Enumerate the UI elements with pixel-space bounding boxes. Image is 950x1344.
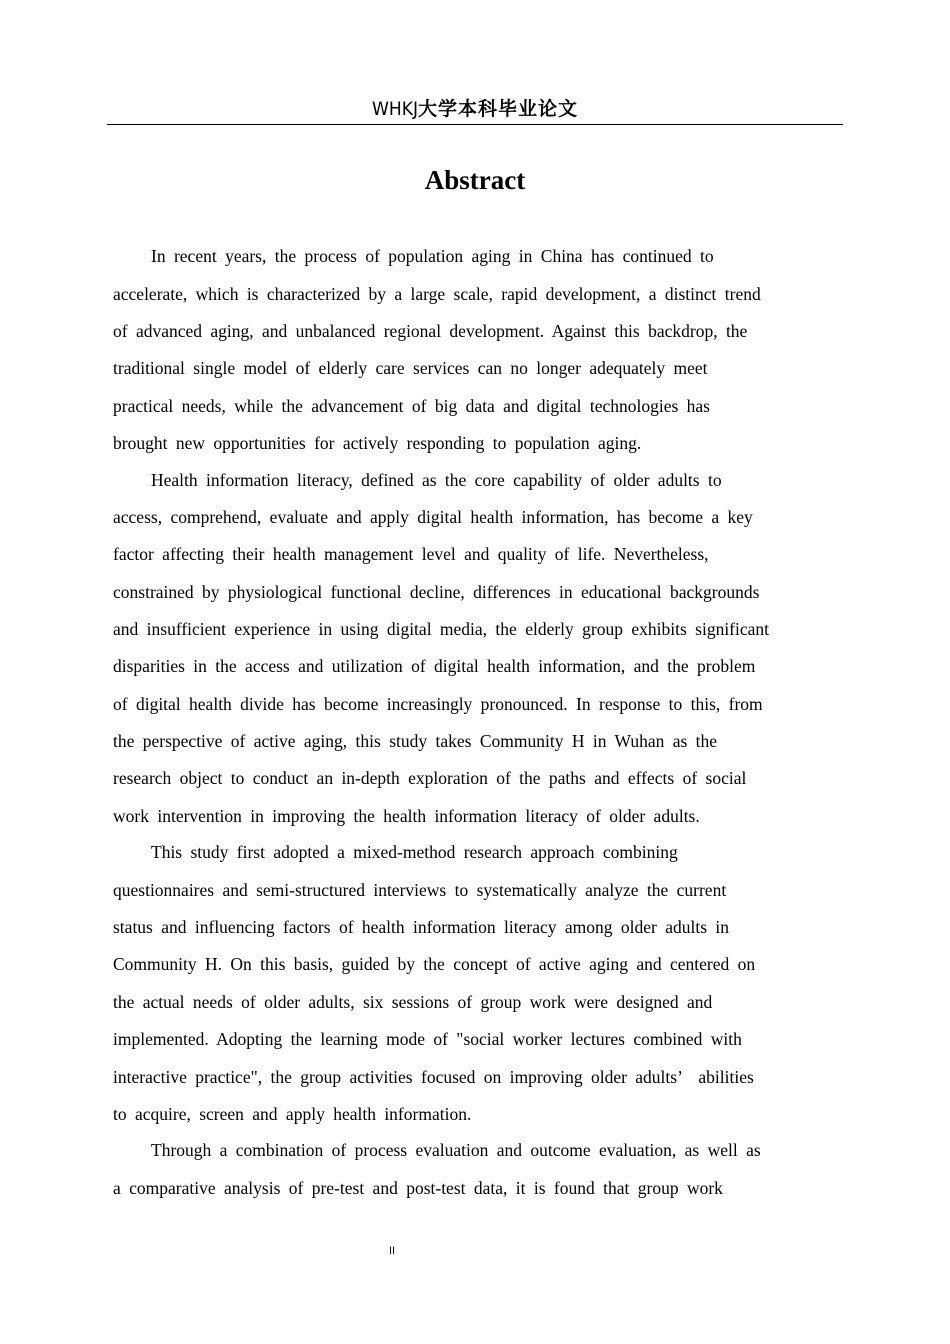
body-line: status and influencing factors of health information literacy among older adults in	[113, 917, 729, 937]
body-line: brought new opportunities for actively responding to population aging.	[113, 433, 642, 453]
body-line: work intervention in improving the health information literacy of older adults.	[113, 806, 700, 826]
body-line: to acquire, screen and apply health information.	[113, 1104, 472, 1124]
body-line: interactive practice", the group activities focused on improving older adults’ abilities	[113, 1067, 754, 1087]
body-line: This study first adopted a mixed-method research approach combining	[151, 842, 678, 862]
body-line: implemented. Adopting the learning mode of "social worker lectures combined with	[113, 1029, 742, 1049]
body-line: the perspective of active aging, this study takes Community H in Wuhan as the	[113, 731, 718, 751]
running-header	[107, 94, 843, 125]
body-line: research object to conduct an in-depth exploration of the paths and effects of social	[113, 768, 747, 788]
body-line: disparities in the access and utilization of digital health information, and the problem	[113, 656, 756, 676]
body-line: traditional single model of elderly care services can no longer adequately meet	[113, 358, 708, 378]
page-number: II	[388, 1245, 396, 1257]
body-line: the actual needs of older adults, six sessions of group work were designed and	[113, 992, 713, 1012]
body-line: of digital health divide has become increasingly pronounced. In response to this, from	[113, 694, 763, 714]
body-line: questionnaires and semi-structured interviews to systematically analyze the current	[113, 880, 727, 900]
abstract-title: Abstract	[424, 165, 526, 195]
body-line: practical needs, while the advancement of big data and digital technologies has	[113, 396, 710, 416]
body-line: and insufficient experience in using digital media, the elderly group exhibits significant	[113, 619, 770, 639]
body-line: constrained by physiological functional decline, differences in educational backgrounds	[113, 582, 760, 602]
body-line: factor affecting their health management level and quality of life. Nevertheless,	[113, 544, 709, 564]
body-line: accelerate, which is characterized by a large scale, rapid development, a distinct trend	[113, 284, 761, 304]
body-line: of advanced aging, and unbalanced regional development. Against this backdrop, the	[113, 321, 748, 341]
body-line: In recent years, the process of population aging in China has continued to	[151, 246, 714, 266]
body-line: Community H. On this basis, guided by the concept of active aging and centered on	[113, 954, 756, 974]
body-line: a comparative analysis of pre-test and post-test data, it is found that group work	[113, 1178, 723, 1198]
header-cjk-text: 大学本科毕业论文	[418, 98, 579, 120]
header-latin-text: WHKJ	[371, 98, 418, 120]
body-line: Health information literacy, defined as the core capability of older adults to	[151, 470, 722, 490]
body-line: Through a combination of process evaluation and outcome evaluation, as well as	[151, 1140, 761, 1160]
body-line: access, comprehend, evaluate and apply digital health information, has become a key	[113, 507, 753, 527]
